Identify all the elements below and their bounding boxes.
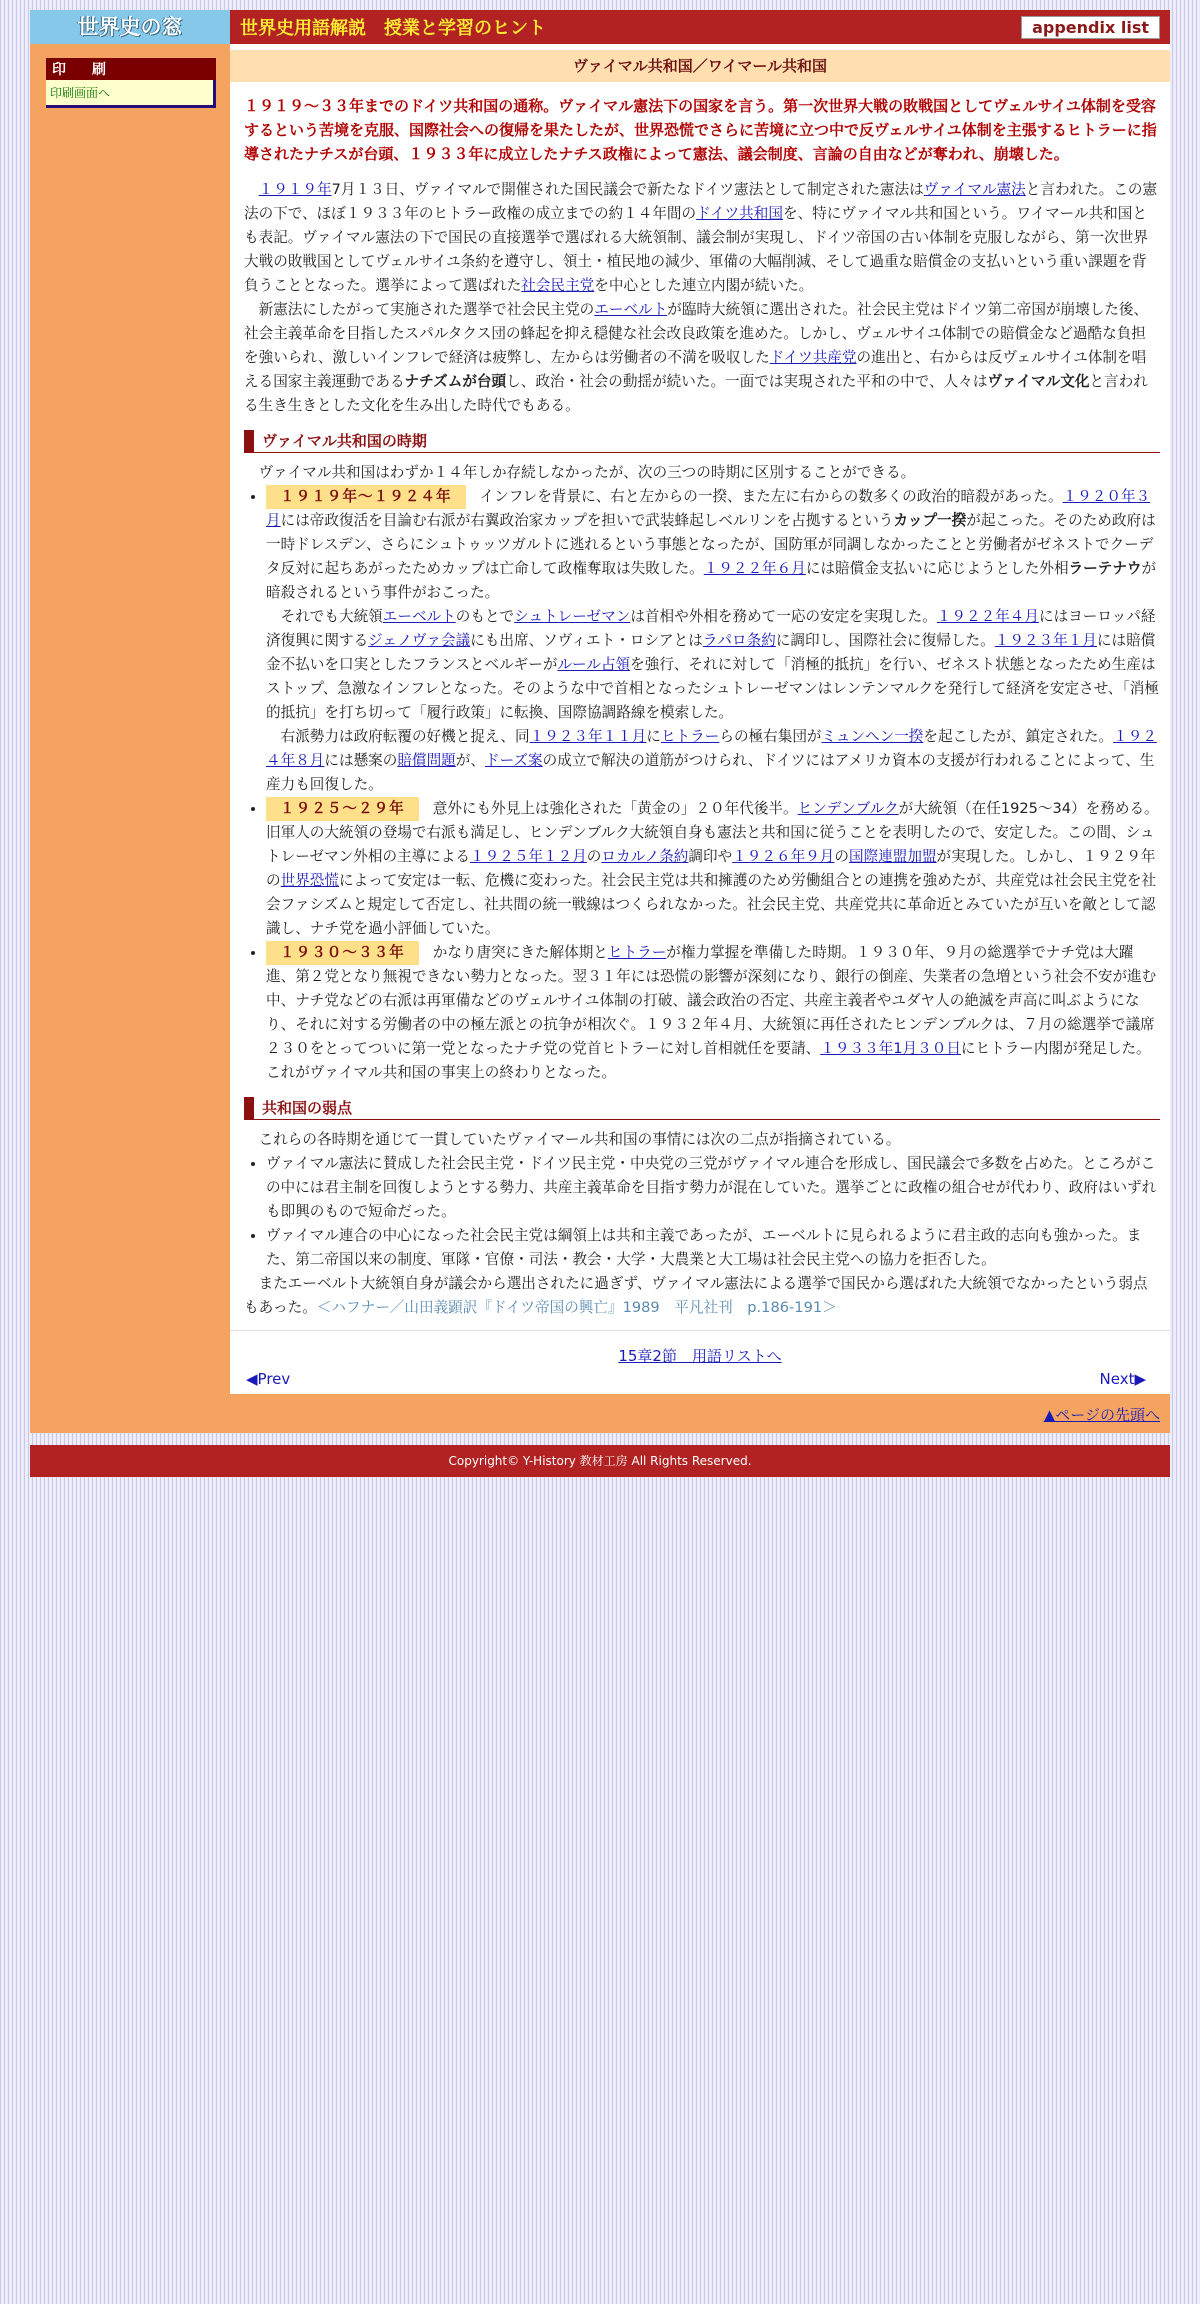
weakness-list — [244, 1152, 1160, 1272]
link-hindenburg[interactable]: ヒンデンブルク — [797, 800, 899, 817]
list-item: • ヴァイマル連合の中心になった社会民主党は綱領上は共和主義であったが、エーベルトに見られるように君主政的志向も強かった。また、第二帝国以来の制度、軍隊・官僚・司法・教会・大学・大農業と大工場は社会民主党への協力を拒否した。 — [266, 1224, 1160, 1272]
link-1924-08[interactable]: １９２４年８月 — [266, 728, 1157, 769]
link-rapallo[interactable]: ラパロ条約 — [702, 632, 776, 649]
lead-summary: １９１９～３３年までのドイツ共和国の通称。ヴァイマル憲法下の国家を言う。第一次世界大戦の敗戦国としてヴェルサイユ体制を受容するという苦境を克服、国際社会への復帰を果たしたが、世界恐慌でさらに苦境に立つ中で反ヴェルサイユ体制を主張するヒトラーに指導されたナチスが台頭、１９３３年に成立したナチス政権によって憲法、議会制度、言論の自由などが奪われ、崩壊した。 — [244, 97, 1157, 163]
topic-title: ヴァイマル共和国／ワイマール共和国 — [230, 50, 1170, 82]
site-logo[interactable]: 世界史の窓 — [30, 10, 230, 44]
prev-next-nav — [230, 1366, 1170, 1388]
list-item: • １９１９年～１９２４年 インフレを背景に、右と左からの一揆、また左に右からの数多くの政治的暗殺があった。１９２０年３月には帝政復活を目論む右派が右翼政治家カップを担いで武装蜂起しベルリンを占拠するというカップ一揆が起こった。そのため政府は一時ドレスデン、さらにシュトゥッツガルトに逃れるという事態となったが、国防軍が同調しなかったことと労働者がゼネストでクーデタ反対に起ちあがったためカップは亡命して政権奪取は失敗した。１９２２年６月には賠償金支払いに応じようとした外相ラーテナウが暗殺されるという事件がおこった。 それでも大統領エーベルトのもとでシュトレーゼマンは首相や外相を務めて一応の安定を実現した。１９２２年４月にはヨーロッパ経済復興に関するジェノヴァ会議にも出席、ソヴィエト・ロシアとはラパロ条約に調印し、国際社会に復帰した。１９２３年１月には賠償金不払いを口実としたフランスとベルギーがルール占領を強行、それに対して「消極的抵抗」を行い、ゼネスト状態となったため生産はストップ、急激なインフレとなった。そのような中で首相となったシュトレーゼマンはレンテンマルクを発行して経済を安定させ、「消極的抵抗」を打ち切って「履行政策」に転換、国際協調路線を模索した。 右派勢力は政府転覆の好機と捉え、同１９２３年１１月にヒトラーらの極右集団がミュンヘン一揆を起こしたが、鎮定された。１９２４年８月には懸案の賠償問題が、ドーズ案の成立で解決の道筋がつけられ、ドイツにはアメリカ資本の支援が行われることによって、生産力も回復した。 — [266, 485, 1160, 797]
link-1922-04[interactable]: １９２２年４月 — [936, 608, 1039, 625]
link-great-depression[interactable]: 世界恐慌 — [280, 872, 339, 889]
print-heading: 印 刷 — [46, 58, 216, 80]
section-heading-weakness: 共和国の弱点 — [244, 1097, 1160, 1120]
sidebar — [30, 44, 230, 1394]
link-1920-03[interactable]: １９２０年３月 — [266, 488, 1151, 529]
list-item: • １９２５～２９年 意外にも外見上は強化された「黄金の」２０年代後半。ヒンデンブルクが大統領（在任1925～34）を務める。旧軍人の大統領の登場で右派も満足し、ヒンデンブルク大統領自身も憲法と共和国に従うことを表明したので、安定した。この間、シュトレーゼマン外相の主導による１９２５年１２月のロカルノ条約調印や１９２６年９月の国際連盟加盟が実現した。しかし、１９２９年の世界恐慌によって安定は一転、危機に変わった。社会民主党は共和擁護のため労働組合との連携を強めたが、共産党は社会民主党を社会ファシズムと規定して否定し、社共間の統一戦線はつくられなかった。社会民主党、共産党共に革命近とみていたが互いを敵として認識し、ナチ党を過小評価していた。 — [266, 797, 1160, 941]
intro-paragraph-1: １９１９年7月１３日、ヴァイマルで開催された国民議会で新たなドイツ憲法として制定された憲法はヴァイマル憲法と言われた。この憲法の下で、ほぼ１９３３年のヒトラー政権の成立までの約１４年間のドイツ共和国を、特にヴァイマル共和国という。ワイマール共和国とも表記。ヴァイマル憲法の下で国民の直接選挙で選ばれる大統領制、議会制が実現し、ドイツ帝国の古い体制を克服しながら、第一次世界大戦の敗戦国としてヴェルサイユ条約を遵守し、領土・植民地の減少、軍備の大幅削減、そして過重な賠償金の支払いという重い課題を背負うこととなった。選挙によって選ばれた社会民主党を中心とした連立内閣が続いた。 — [244, 181, 1158, 294]
link-reparations[interactable]: 賠償問題 — [397, 752, 456, 769]
link-weimar-constitution[interactable]: ヴァイマル憲法 — [923, 181, 1026, 198]
era-badge: １９１９年～１９２４年 — [266, 485, 466, 509]
page-frame — [30, 10, 1170, 1477]
print-box — [46, 58, 216, 108]
link-social-democrats[interactable]: 社会民主党 — [521, 277, 595, 294]
term-list-nav — [230, 1331, 1170, 1366]
weakness-conclusion: またエーベルト大統領自身が議会から選出されたに過ぎず、ヴァイマル憲法による選挙で国民から選ばれた大統領でなかったという弱点もあった。＜ハフナー／山田義顕訳『ドイツ帝国の興亡』1989 平凡社刊 p.186-191＞ — [244, 1275, 1148, 1316]
page-top-link[interactable]: ▲ページの先頭へ — [1043, 1406, 1160, 1424]
link-1922-06[interactable]: １９２２年６月 — [703, 560, 806, 577]
source-citation: ＜ハフナー／山田義顕訳『ドイツ帝国の興亡』1989 平凡社刊 p.186-191＞ — [316, 1299, 837, 1316]
link-1923-11[interactable]: １９２３年１１月 — [529, 728, 647, 745]
link-1923-01[interactable]: １９２３年１月 — [994, 632, 1097, 649]
print-screen-link[interactable]: 印刷画面へ — [46, 80, 216, 108]
body-row — [30, 44, 1170, 1394]
link-ebert-2[interactable]: エーベルト — [382, 608, 456, 625]
link-1933-01-30[interactable]: １９３３年1月３０日 — [820, 1040, 961, 1057]
era-badge: １９２５～２９年 — [266, 797, 419, 821]
link-ruhr[interactable]: ルール占領 — [557, 656, 631, 673]
era-badge: １９３０～３３年 — [266, 941, 419, 965]
prev-link[interactable]: ◀Prev — [246, 1370, 291, 1388]
link-1925-12[interactable]: １９２５年１２月 — [470, 848, 587, 865]
link-league-of-nations[interactable]: 国際連盟加盟 — [848, 848, 937, 865]
link-hitler-2[interactable]: ヒトラー — [607, 944, 667, 961]
periods-intro: ヴァイマル共和国はわずか１４年しか存続しなかったが、次の三つの時期に区別することができる。 — [258, 464, 916, 481]
list-item: • ヴァイマル憲法に賛成した社会民主党・ドイツ民主党・中央党の三党がヴァイマル連合を形成し、国民議会で多数を占めた。ところがこの中には君主制を回復しようとする勢力、共産主義革命を目指す勢力が混在していた。選挙ごとに政権の組合せが代わり、政府はいずれも即興のもので短命だった。 — [266, 1152, 1160, 1224]
header — [30, 10, 1170, 44]
main-content — [230, 44, 1170, 1394]
next-link[interactable]: Next▶ — [1099, 1370, 1146, 1388]
page-top-row — [30, 1394, 1170, 1433]
link-1926-09[interactable]: １９２６年９月 — [732, 848, 835, 865]
link-hitler[interactable]: ヒトラー — [660, 728, 720, 745]
appendix-list-button[interactable]: appendix list — [1021, 16, 1160, 39]
section-heading-periods: ヴァイマル共和国の時期 — [244, 430, 1160, 453]
link-locarno[interactable]: ロカルノ条約 — [601, 848, 689, 865]
footer: Copyright© Y-History 教材工房 All Rights Reserved. — [30, 1445, 1170, 1477]
periods-list — [244, 485, 1160, 1085]
list-item: • １９３０～３３年 かなり唐突にきた解体期とヒトラーが権力掌握を準備した時期。１９３０年、９月の総選挙でナチ党は大躍進、第２党となり無視できない勢力となった。翌３１年には恐慌の影響が深刻になり、銀行の倒産、失業者の急増という社会不安が進む中、ナチ党などの右派は再軍備などのヴェルサイユ体制の打破、議会政治の否定、共産主義者やユダヤ人の絶滅を声高に叫ぶようになり、それに対する労働者の中の極左派との抗争が相次ぐ。１９３２年４月、大統領に再任されたヒンデンブルクは、７月の総選挙で議席２３０をとってついに第一党となったナチ党の党首ヒトラーに対し首相就任を要請、１９３３年1月３０日にヒトラー内閣が発足した。これがヴァイマル共和国の事実上の終わりとなった。 — [266, 941, 1160, 1085]
link-german-republic[interactable]: ドイツ共和国 — [696, 205, 783, 222]
top-bar — [230, 10, 1170, 44]
link-dawes-plan[interactable]: ドーズ案 — [484, 752, 543, 769]
site-title: 世界史用語解説 授業と学習のヒント — [240, 18, 546, 39]
link-1919[interactable]: １９１９年 — [258, 181, 332, 198]
weakness-intro: これらの各時期を通じて一貫していたヴァイマール共和国の事情には次の二点が指摘されている。 — [258, 1131, 901, 1148]
link-kpd[interactable]: ドイツ共産党 — [769, 349, 857, 366]
link-ebert[interactable]: エーベルト — [594, 301, 668, 318]
link-genoa-conference[interactable]: ジェノヴァ会議 — [368, 632, 471, 649]
intro-paragraph-2: 新憲法にしたがって実施された選挙で社会民主党のエーベルトが臨時大統領に選出された。社会民主党はドイツ第二帝国が崩壊した後、社会主義革命を目指したスパルタクス団の蜂起を抑え穏健な社会改良政策を進めた。しかし、ヴェルサイユ体制での賠償金など過酷な負担を強いられ、激しいインフレで経済は疲弊し、左からは労働者の不満を吸収したドイツ共産党の進出と、右からは反ヴェルサイユ体制を唱える国家主義運動であるナチズムが台頭し、政治・社会の動揺が続いた。一面では実現された平和の中で、人々はヴァイマル文化と言われる生き生きとした文化を生み出した時代でもある。 — [244, 301, 1149, 414]
term-list-link[interactable]: 15章2節 用語リストへ — [618, 1347, 782, 1365]
link-stresemann[interactable]: シュトレーゼマン — [514, 608, 631, 625]
article-body — [230, 82, 1170, 1330]
link-munich-putsch[interactable]: ミュンヘン一揆 — [821, 728, 924, 745]
